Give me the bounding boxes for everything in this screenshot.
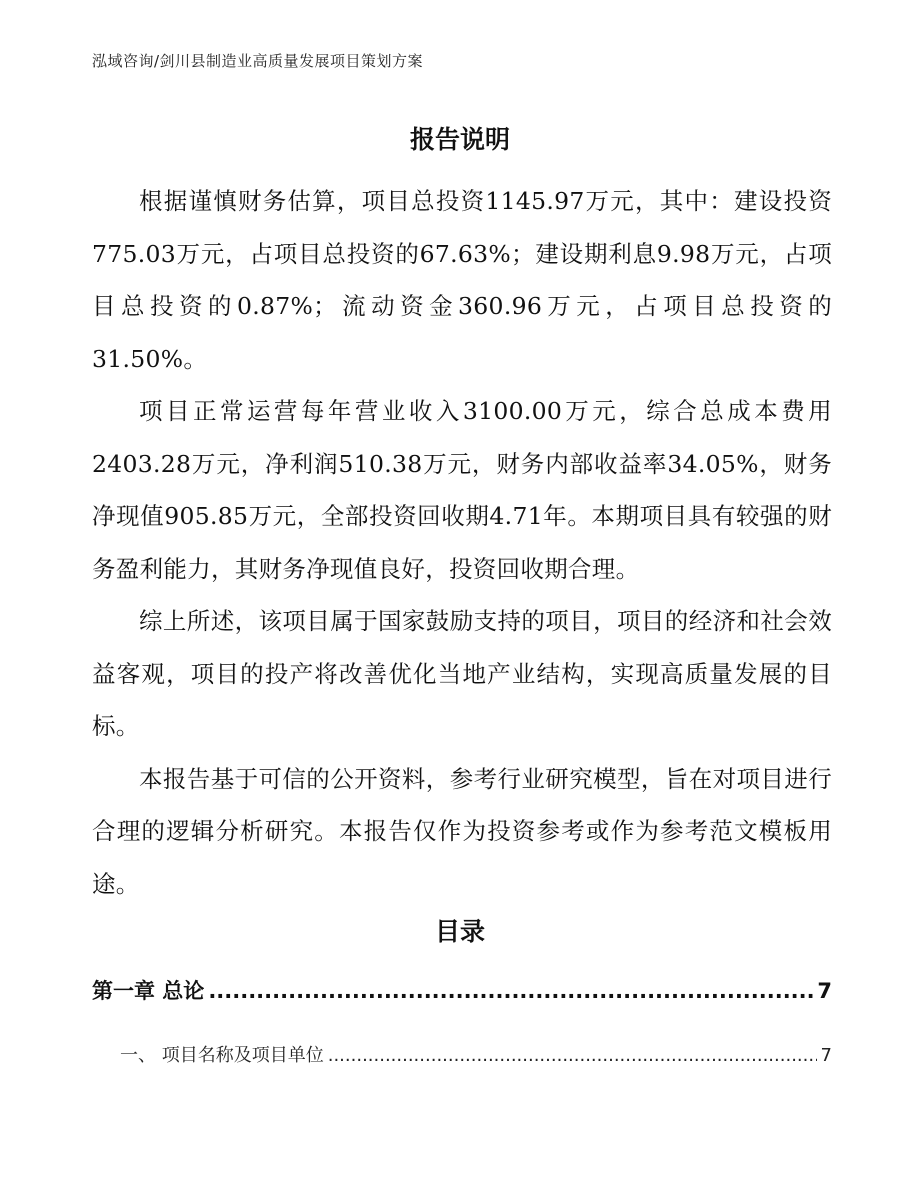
paragraph-disclaimer: 本报告基于可信的公开资料，参考行业研究模型，旨在对项目进行合理的逻辑分析研究。本报告仅作为投资参考或作为参考范文模板用途。: [92, 764, 832, 898]
paragraph-investment: 根据谨慎财务估算，项目总投资1145.97万元，其中：建设投资775.03万元，占项目总投资的67.63%；建设期利息9.98万元，占项目总投资的0.87%；流动资金360.96万元，占项目总投资的31.50%。: [92, 187, 832, 373]
page-header: 泓域咨询/剑川县制造业高质量发展项目策划方案: [92, 52, 424, 70]
toc-entry-page: 7: [817, 979, 832, 1003]
paragraph-revenue: 项目正常运营每年营业收入3100.00万元，综合总成本费用2403.28万元，净利润510.38万元，财务内部收益率34.05%，财务净现值905.85万元，全部投资回收期4.71年。本期项目具有较强的财务盈利能力，其财务净现值良好，投资回收期合理。: [92, 397, 832, 583]
toc-entry-label: 第一章 总论: [92, 979, 205, 1003]
toc-entry-section-1[interactable]: [120, 1041, 832, 1067]
toc-title: 目录: [434, 917, 485, 946]
toc-entry-chapter-1[interactable]: [92, 975, 832, 1005]
report-body: [92, 175, 832, 910]
report-title: 报告说明: [409, 125, 510, 154]
toc-dot-leader: [328, 1045, 817, 1066]
paragraph-summary: 综上所述，该项目属于国家鼓励支持的项目，项目的经济和社会效益客观，项目的投产将改善优化当地产业结构，实现高质量发展的目标。: [92, 607, 832, 740]
toc-dot-leader: [208, 979, 813, 1003]
toc-entry-label: 一、 项目名称及项目单位: [120, 1045, 324, 1066]
toc-entry-page: 7: [820, 1045, 832, 1066]
